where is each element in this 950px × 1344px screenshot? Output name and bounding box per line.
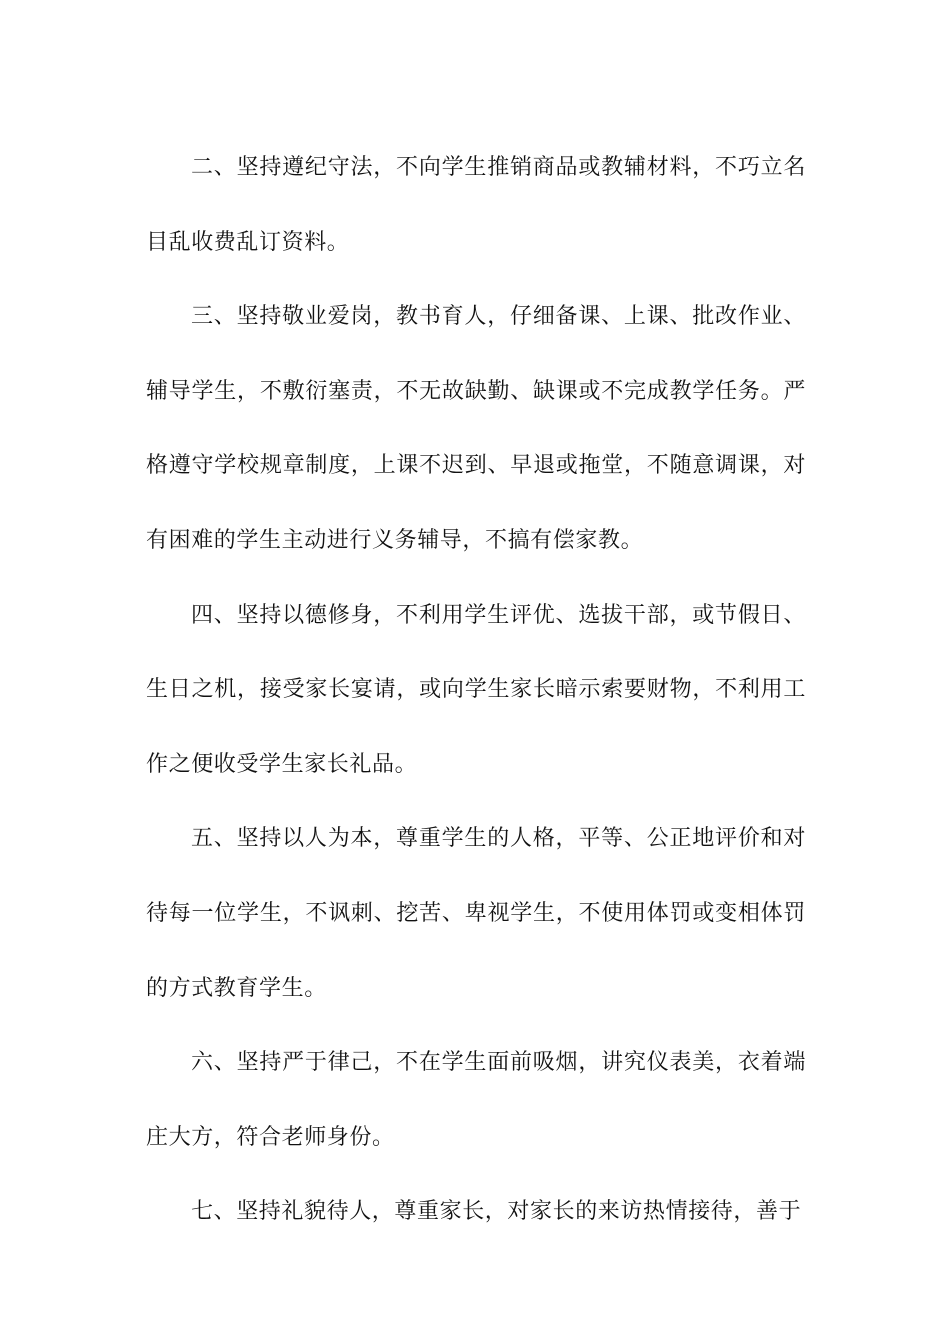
paragraph-4: 四、坚持以德修身，不利用学生评优、选拔干部，或节假日、生日之机，接受家长宴请，或向学生家长暗示索要财物，不利用工作之便收受学生家长礼品。 [146, 602, 806, 777]
paragraph-5: 五、坚持以人为本，尊重学生的人格，平等、公正地评价和对待每一位学生，不讽刺、挖苦、卑视学生，不使用体罚或变相体罚的方式教育学生。 [146, 826, 806, 1001]
document-body [146, 131, 806, 1250]
paragraph-3: 三、坚持敬业爱岗，教书育人，仔细备课、上课、批改作业、辅导学生，不敷衍塞责，不无故缺勤、缺课或不完成教学任务。严格遵守学校规章制度，上课不迟到、早退或拖堂，不随意调课，对有困难的学生主动进行义务辅导，不搞有偿家教。 [146, 304, 806, 553]
paragraph-6: 六、坚持严于律己，不在学生面前吸烟，讲究仪表美，衣着端庄大方，符合老师身份。 [146, 1050, 806, 1150]
paragraph-2: 二、坚持遵纪守法，不向学生推销商品或教辅材料，不巧立名目乱收费乱订资料。 [146, 155, 806, 255]
paragraph-7: 七、坚持礼貌待人，尊重家长，对家长的来访热情接待，善于 [191, 1199, 802, 1225]
